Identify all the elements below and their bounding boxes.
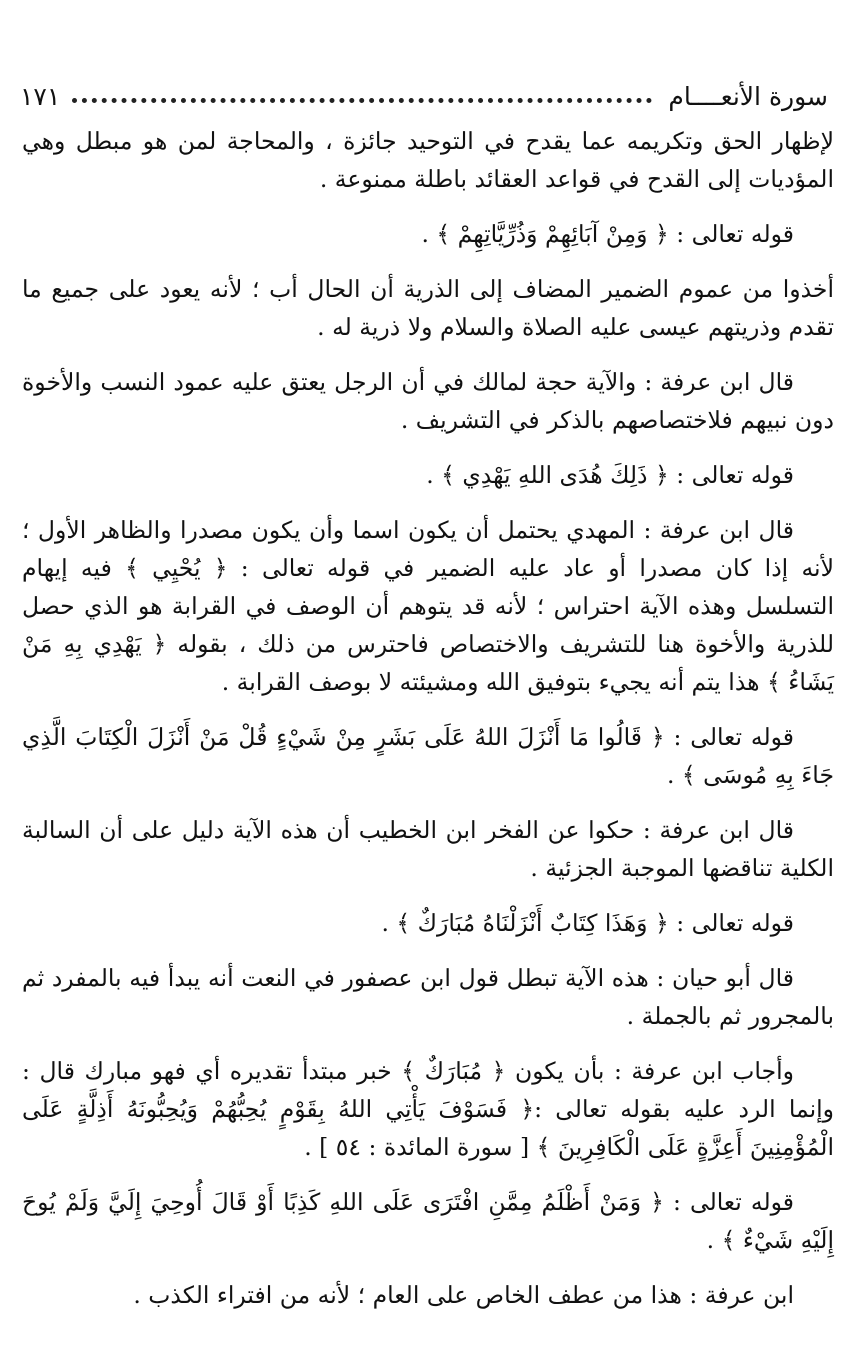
paragraph-8: قال ابن عرفة : حكوا عن الفخر ابن الخطيب أن هذه الآية دليل على أن السالبة الكلية تناقضها الموجبة الجزئية . bbox=[22, 816, 834, 882]
paragraph-4: قال ابن عرفة : والآية حجة لمالك في أن الرجل يعتق عليه عمود النسب والأخوة دون نبيهم فلاختصاصهم بالذكر في التشريف . bbox=[22, 368, 834, 434]
page-body bbox=[22, 122, 834, 1331]
paragraph-1: لإظهار الحق وتكريمه عما يقدح في التوحيد جائزة ، والمحاجة لمن هو مبطل وهي المؤديات إلى القدح في قواعد العقائد باطلة ممنوعة . bbox=[22, 127, 834, 193]
paragraph-10: قال أبو حيان : هذه الآية تبطل قول ابن عصفور في النعت أنه يبدأ فيه بالمفرد ثم بالمجرور ثم بالجملة . bbox=[22, 964, 834, 1030]
page-header bbox=[20, 78, 828, 114]
paragraph-12: قوله تعالى : ﴿ وَمَنْ أَظْلَمُ مِمَّنِ افْتَرَى عَلَى اللهِ كَذِبًا أَوْ قَالَ أُوحِيَ إِلَيَّ وَلَمْ يُوحَ إِلَيْهِ شَيْءٌ ﴾ . bbox=[22, 1188, 834, 1254]
paragraph-9: قوله تعالى : ﴿ وَهَذَا كِتَابٌ أَنْزَلْنَاهُ مُبَارَكٌ ﴾ . bbox=[381, 909, 794, 937]
paragraph-3: أخذوا من عموم الضمير المضاف إلى الذرية أن الحال أب ؛ لأنه يعود على جميع ما تقدم وذريتهم عيسى عليه الصلاة والسلام ولا ذرية له . bbox=[22, 275, 834, 341]
paragraph-13: ابن عرفة : هذا من عطف الخاص على العام ؛ لأنه من افتراء الكذب . bbox=[133, 1281, 794, 1309]
paragraph-6: قال ابن عرفة : المهدي يحتمل أن يكون اسما وأن يكون مصدرا والظاهر الأول ؛ لأنه إذا كان مصدرا أو عاد عليه الضمير في قوله تعالى : ﴿ يُحْيِي ﴾ فيه إيهام التسلسل وهذه الآية احتراس ؛ لأنه قد يتوهم أن الوصف في القرابة هو الذي حصل للذرية والأخوة هنا للتشريف والاختصاص فاحترس من ذلك ، بقوله ﴿ يَهْدِي بِهِ مَنْ يَشَاءُ ﴾ هذا يتم أنه يجيء بتوفيق الله ومشيئته لا بوصف القرابة . bbox=[22, 516, 834, 696]
paragraph-7: قوله تعالى : ﴿ قَالُوا مَا أَنْزَلَ اللهُ عَلَى بَشَرٍ مِنْ شَيْءٍ قُلْ مَنْ أَنْزَلَ الْكِتَابَ الَّذِي جَاءَ بِهِ مُوسَى ﴾ . bbox=[22, 723, 834, 789]
paragraph-5: قوله تعالى : ﴿ ذَلِكَ هُدَى اللهِ يَهْدِي ﴾ . bbox=[426, 461, 794, 489]
surah-title: سورة الأنعــــام bbox=[668, 81, 828, 111]
page-number: ١٧١ bbox=[20, 81, 61, 111]
header-dotted-leader bbox=[72, 98, 652, 103]
paragraph-2: قوله تعالى : ﴿ وَمِنْ آبَائِهِمْ وَذُرِّيَّاتِهِمْ ﴾ . bbox=[421, 220, 794, 248]
paragraph-11: وأجاب ابن عرفة : بأن يكون ﴿ مُبَارَكٌ ﴾ خبر مبتدأ تقديره أي فهو مبارك قال : وإنما الرد عليه بقوله تعالى :﴿ فَسَوْفَ يَأْتِي اللهُ بِقَوْمٍ يُحِبُّهُمْ وَيُحِبُّونَهُ أَذِلَّةٍ عَلَى الْمُؤْمِنِينَ أَعِزَّةٍ عَلَى الْكَافِرِينَ ﴾ [ سورة المائدة : ٥٤ ] . bbox=[22, 1057, 834, 1161]
